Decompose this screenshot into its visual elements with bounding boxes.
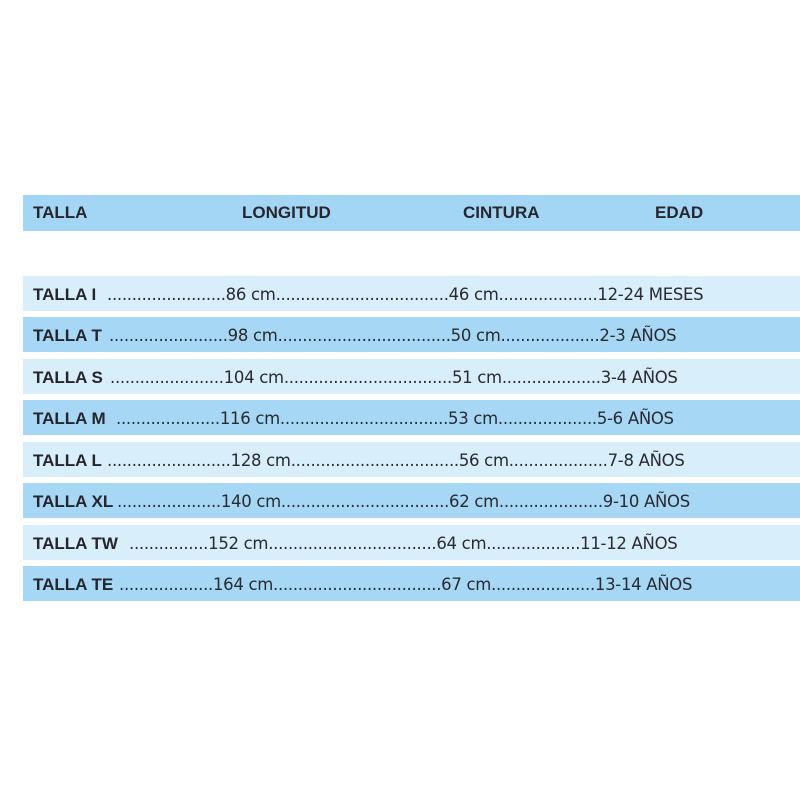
size-name: TALLA TE xyxy=(33,575,114,594)
table-row xyxy=(23,400,800,435)
size-values: .....................116 cm..................................53 cm....................5-6 AÑOS xyxy=(116,409,674,428)
size-values: ................152 cm..................................64 cm...................11-12 AÑOS xyxy=(129,534,678,553)
size-values: ........................98 cm...................................50 cm....................2-3 AÑOS xyxy=(109,326,677,345)
size-values: .....................140 cm..................................62 cm.....................9-10 AÑOS xyxy=(117,492,690,511)
size-values: ...................164 cm..................................67 cm.....................13-14 AÑOS xyxy=(119,575,693,594)
size-values: ........................86 cm...................................46 cm....................12-24 MESES xyxy=(107,285,704,304)
header-talla: TALLA xyxy=(33,203,88,222)
table-row xyxy=(23,566,800,601)
header-edad: EDAD xyxy=(655,203,704,222)
table-row xyxy=(23,359,800,394)
size-name: TALLA L xyxy=(33,451,102,470)
size-name: TALLA S xyxy=(33,368,103,387)
table-row xyxy=(23,483,800,518)
size-values: .........................128 cm..................................56 cm....................7-8 AÑOS xyxy=(107,451,685,470)
size-name: TALLA M xyxy=(33,409,106,428)
table-row xyxy=(23,276,800,311)
table-row xyxy=(23,317,800,352)
table-row xyxy=(23,442,800,477)
table-row xyxy=(23,525,800,560)
header-cintura: CINTURA xyxy=(463,203,540,222)
table-header xyxy=(23,195,800,231)
size-name: TALLA XL xyxy=(33,492,114,511)
size-name: TALLA I xyxy=(33,285,97,304)
header-longitud: LONGITUD xyxy=(242,203,331,222)
size-name: TALLA T xyxy=(33,326,102,345)
size-name: TALLA TW xyxy=(33,534,118,553)
size-values: .......................104 cm..................................51 cm....................3-4 AÑOS xyxy=(110,368,678,387)
